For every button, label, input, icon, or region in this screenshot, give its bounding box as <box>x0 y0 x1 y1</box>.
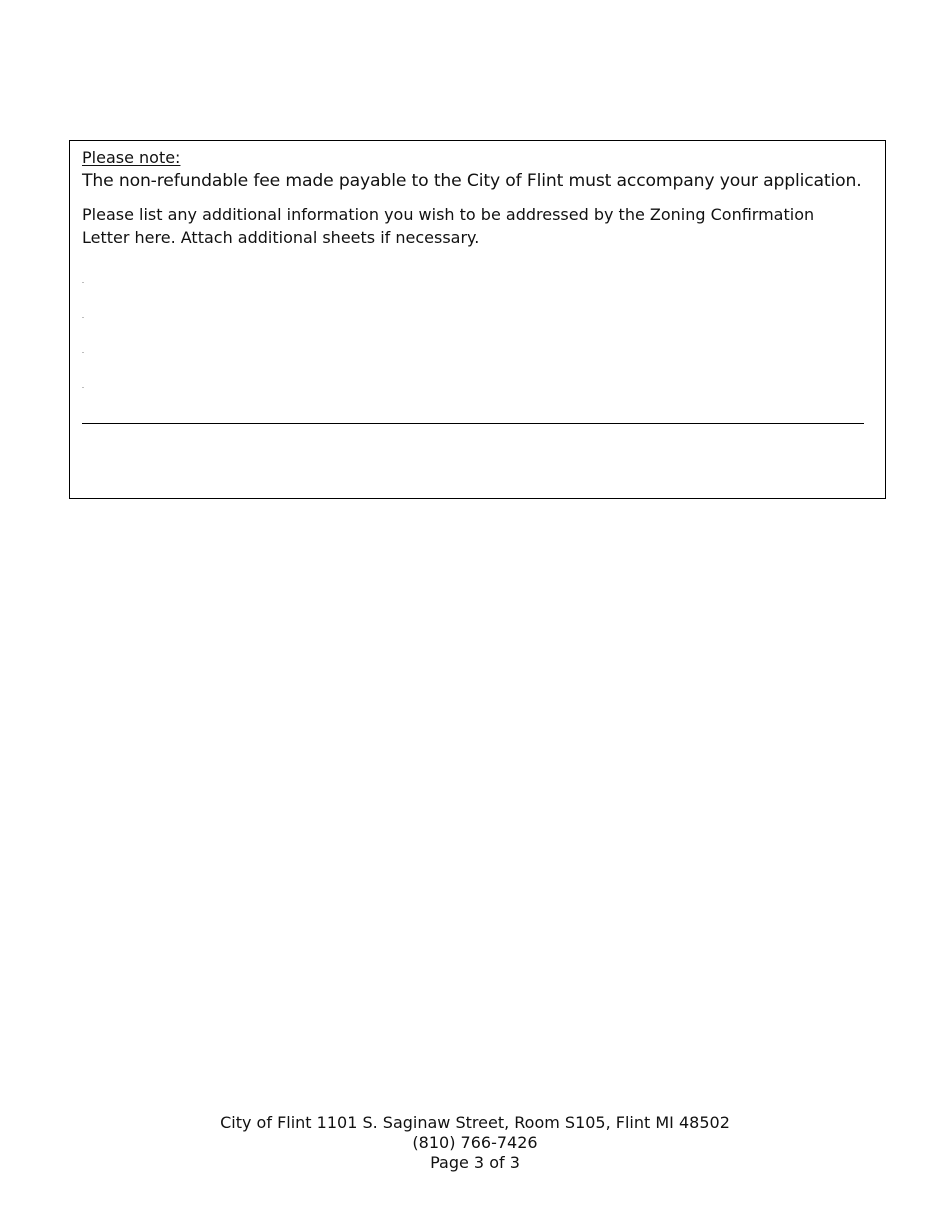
page-number: Page 3 of 3 <box>430 1153 520 1172</box>
footer-address: City of Flint 1101 S. Saginaw Street, Room S105, Flint MI 48502 <box>220 1113 730 1132</box>
instructions-line-2: Letter here. Attach additional sheets if necessary. <box>82 228 480 247</box>
fee-notice: The non-refundable fee made payable to the City of Flint must accompany your application. <box>82 171 862 191</box>
fill-in-rule[interactable] <box>82 423 864 424</box>
page-footer <box>0 1113 950 1173</box>
instructions-text <box>82 203 872 249</box>
footer-phone: (810) 766-7426 <box>412 1133 538 1152</box>
blank-entry-line-1[interactable] <box>82 282 84 283</box>
blank-entry-line-3[interactable] <box>82 352 84 353</box>
note-heading: Please note: <box>82 148 181 167</box>
additional-info-box <box>69 140 886 499</box>
instructions-line-1: Please list any additional information you wish to be addressed by the Zoning Confirmation <box>82 205 815 224</box>
blank-entry-line-4[interactable] <box>82 387 84 388</box>
blank-entry-line-2[interactable] <box>82 317 84 318</box>
